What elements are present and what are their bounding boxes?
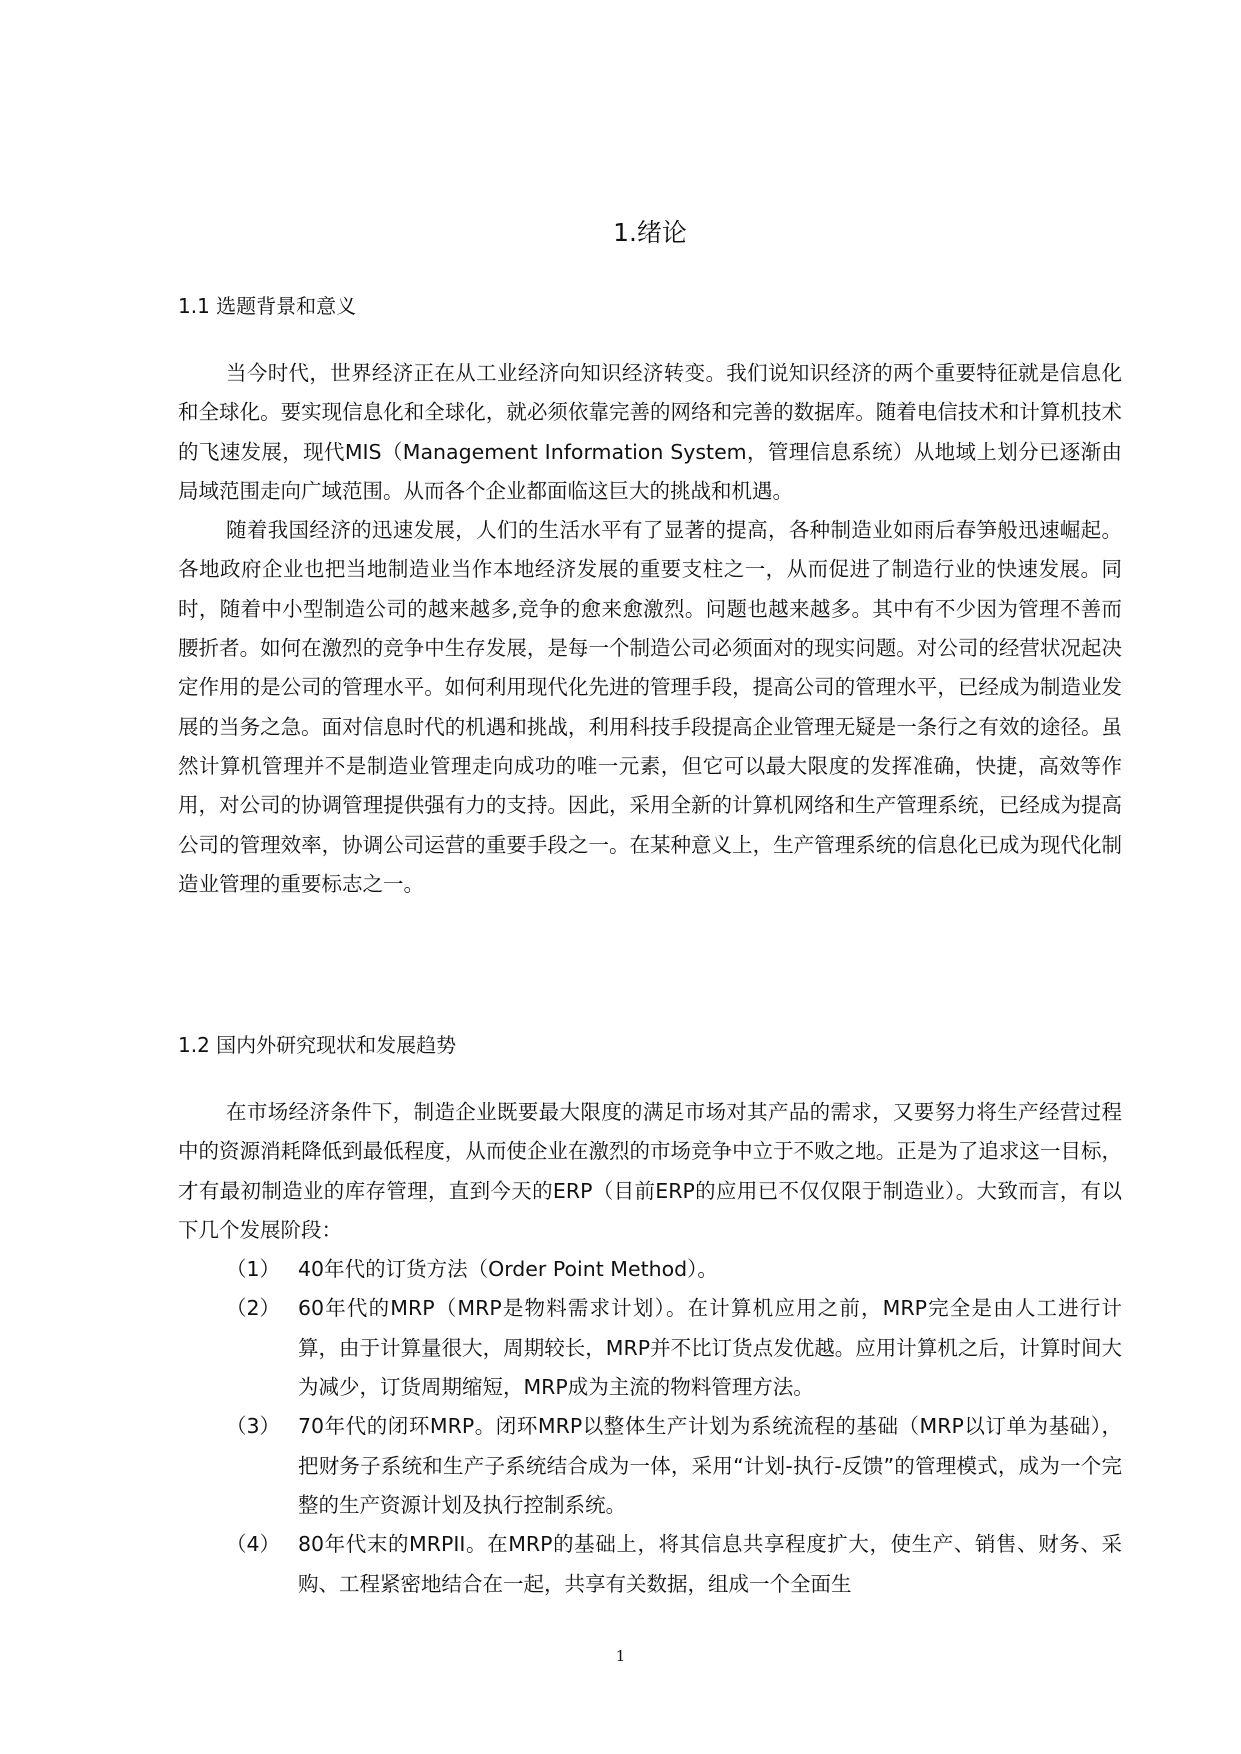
list-marker: （1） [226,1257,281,1282]
list-marker: （4） [226,1532,281,1557]
paragraph: 随着我国经济的迅速发展，人们的生活水平有了显著的提高，各种制造业如雨后春笋般迅速崛起。各地政府企业也把当地制造业当作本地经济发展的重要支柱之一，从而促进了制造行业的快速发展。同时，随着中小型制造公司的越来越多,竞争的愈来愈激烈。问题也越来越多。其中有不少因为管理不善而腰折者。如何在激烈的竞争中生存发展，是每一个制造公司必须面对的现实问题。对公司的经营状况起决定作用的是公司的管理水平。如何利用现代化先进的管理手段，提高公司的管理水平，已经成为制造业发展的当务之急。面对信息时代的机遇和挑战，利用科技手段提高企业管理无疑是一条行之有效的途径。虽然计算机管理并不是制造业管理走向成功的唯一元素，但它可以最大限度的发挥准确，快捷，高效等作用，对公司的协调管理提供强有力的支持。因此，采用全新的计算机网络和生产管理系统，已经成为提高公司的管理效率，协调公司运营的重要手段之一。在某种意义上，生产管理系统的信息化已成为现代化制造业管理的重要标志之一。 [178,518,1122,896]
section-heading-1-2: 1.2 国内外研究现状和发展趋势 [178,1033,457,1057]
list-item [178,1407,1122,1525]
page-number: 1 [615,1647,626,1665]
list-marker: （3） [226,1414,281,1439]
list-item-text: 40年代的订货方法（Order Point Method）。 [298,1257,718,1282]
list-marker: （2） [226,1296,281,1321]
list-item [178,1289,1122,1407]
list-item [178,1250,1122,1289]
chapter-title: 1.绪论 [613,218,687,247]
section-1-2-body [178,1093,1122,1604]
list-item-text: 70年代的闭环MRP。闭环MRP以整体生产计划为系统流程的基础（MRP以订单为基础），把财务子系统和生产子系统结合成为一体，采用“计划-执行-反馈”的管理模式，成为一个完整的生产资源计划及执行控制系统。 [298,1414,1122,1517]
section-1-1-body [178,354,1122,904]
list-item-text: 60年代的MRP（MRP是物料需求计划）。在计算机应用之前，MRP完全是由人工进行计算，由于计算量很大，周期较长，MRP并不比订货点发优越。应用计算机之后，计算时间大为减少，订货周期缩短，MRP成为主流的物料管理方法。 [298,1296,1122,1400]
section-heading-1-1: 1.1 选题背景和意义 [178,294,357,318]
list-item-text: 80年代末的MRPII。在MRP的基础上，将其信息共享程度扩大，使生产、销售、财务、采购、工程紧密地结合在一起，共享有关数据，组成一个全面生 [298,1532,1122,1596]
list-item [178,1525,1122,1604]
development-stages-list [178,1250,1122,1604]
paragraph: 当今时代，世界经济正在从工业经济向知识经济转变。我们说知识经济的两个重要特征就是信息化和全球化。要实现信息化和全球化，就必须依靠完善的网络和完善的数据库。随着电信技术和计算机技术的飞速发展，现代MIS（Management Information System，管理信息系统）从地域上划分已逐渐由局域范围走向广域范围。从而各个企业都面临这巨大的挑战和机遇。 [178,361,1122,503]
paragraph: 在市场经济条件下，制造企业既要最大限度的满足市场对其产品的需求，又要努力将生产经营过程中的资源消耗降低到最低程度，从而使企业在激烈的市场竞争中立于不败之地。正是为了追求这一目标，才有最初制造业的库存管理，直到今天的ERP（目前ERP的应用已不仅仅限于制造业）。大致而言，有以下几个发展阶段： [178,1100,1122,1242]
